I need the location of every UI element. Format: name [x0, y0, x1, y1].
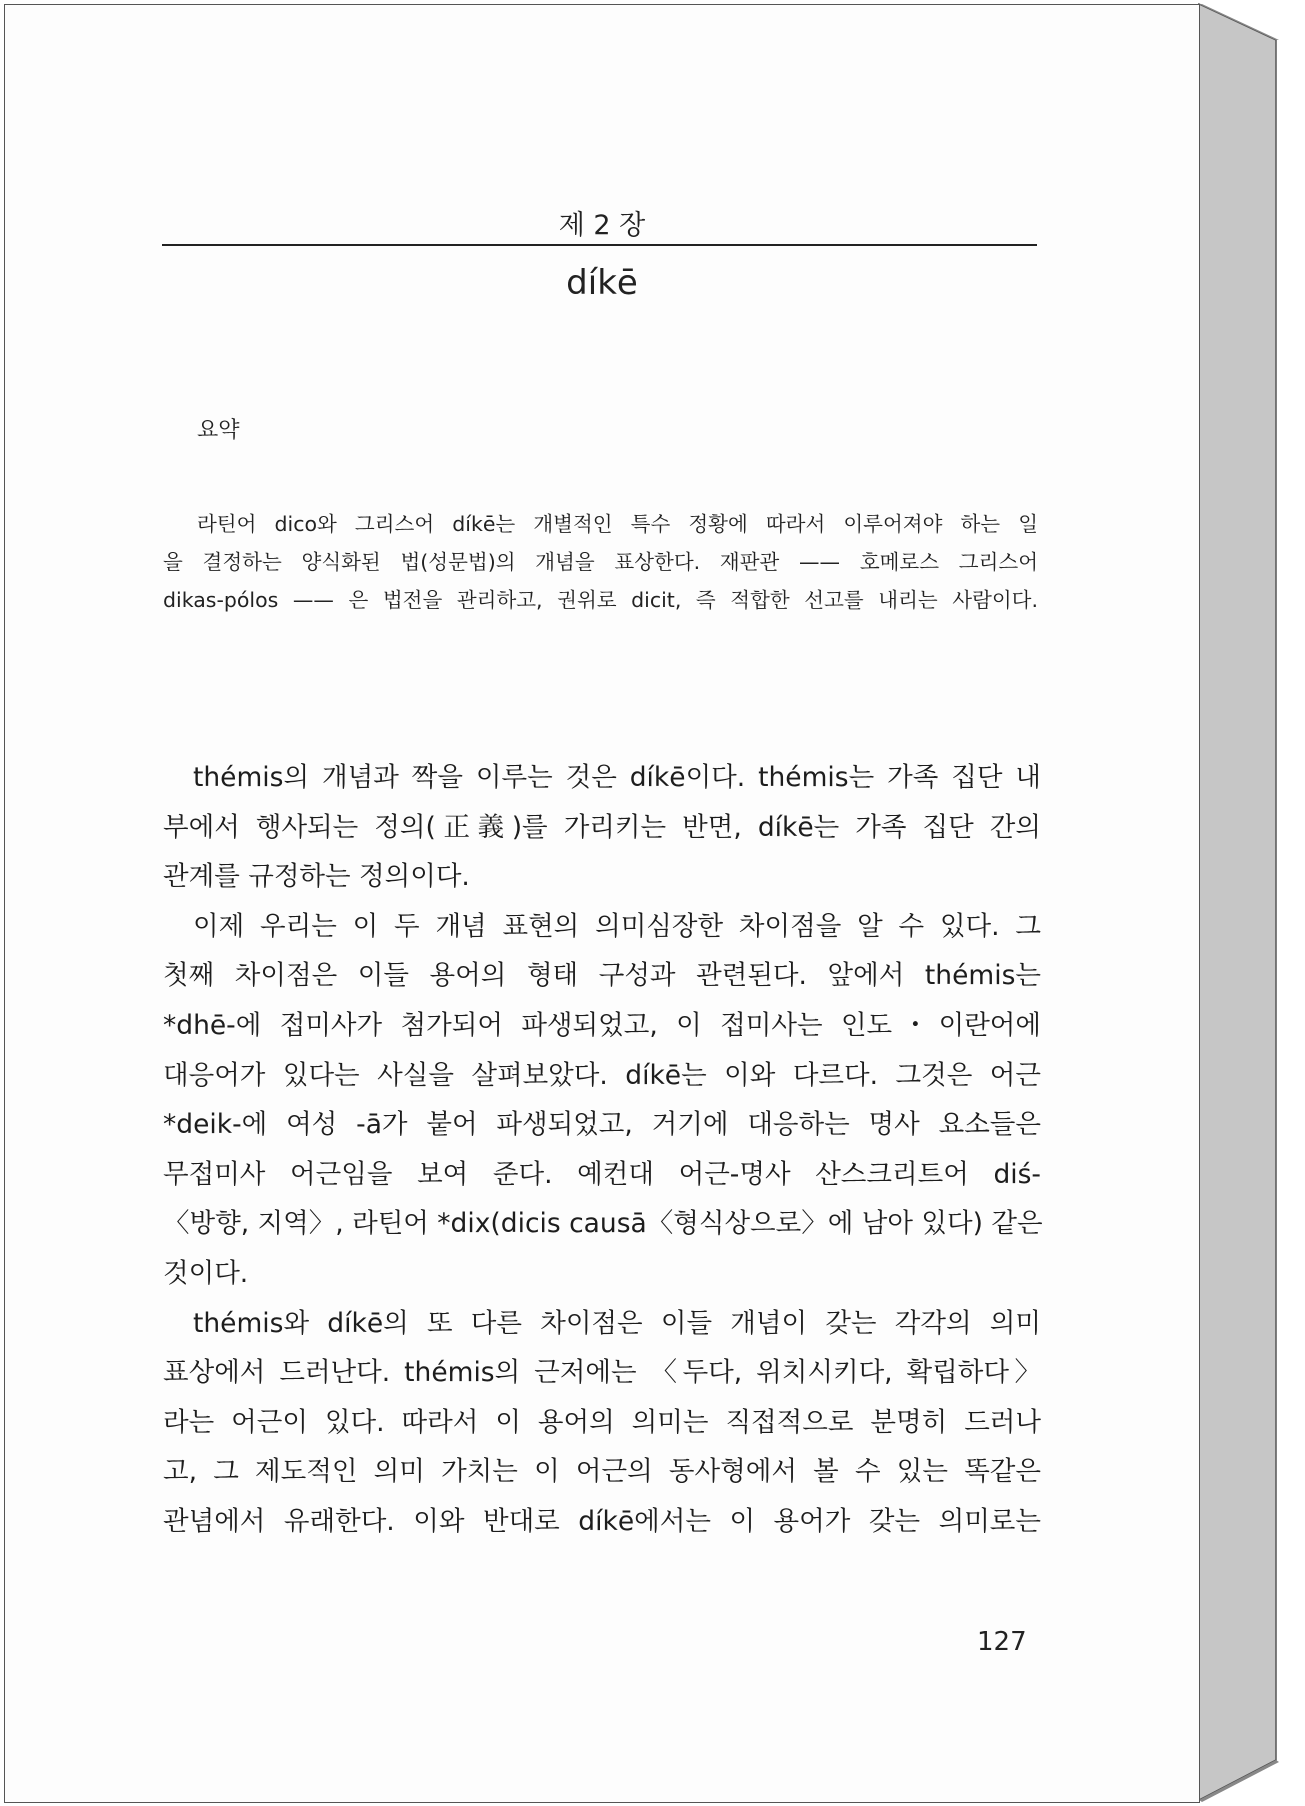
body-line: thémis와 díkē의 또 다른 차이점은 이들 개념이 갖는 각각의 의미	[193, 1307, 1041, 1339]
body-line: 〈방향, 지역〉, 라틴어 *dix(dicis causā〈형식상으로〉에 남아 있다) 같은	[163, 1208, 1043, 1240]
summary-line: dikas-pólos —— 은 법전을 관리하고, 권위로 dicit, 즉 적합한 선고를 내리는 사람이다.	[163, 588, 1038, 612]
summary-line: 라틴어 dico와 그리스어 díkē는 개별적인 특수 정황에 따라서 이루어져야 하는 일	[197, 512, 1038, 536]
body-line: thémis의 개념과 짝을 이루는 것은 díkē이다. thémis는 가족 집단 내	[193, 762, 1041, 793]
summary-paragraph	[163, 505, 1038, 619]
body-line: 표상에서 드러난다. thémis의 근저에는 〈두다, 위치시키다, 확립하다〉	[163, 1357, 1041, 1389]
page	[4, 4, 1200, 1803]
body-line: 첫째 차이점은 이들 용어의 형태 구성과 관련된다. 앞에서 thémis는	[163, 960, 1041, 992]
body-line: 이제 우리는 이 두 개념 표현의 의미심장한 차이점을 알 수 있다. 그	[193, 910, 1041, 942]
body-line: 관념에서 유래한다. 이와 반대로 díkē에서는 이 용어가 갖는 의미로는	[163, 1505, 1041, 1537]
chapter-title: díkē	[566, 263, 638, 303]
body-line: 라는 어근이 있다. 따라서 이 용어의 의미는 직접적으로 분명히 드러나	[163, 1406, 1041, 1438]
summary-heading: 요약	[197, 418, 240, 443]
body-line: 고, 그 제도적인 의미 가치는 이 어근의 동사형에서 볼 수 있는 똑같은	[163, 1456, 1041, 1488]
chapter-rule	[162, 244, 1037, 246]
chapter-label: 제 2 장	[558, 210, 646, 241]
body-line: 관계를 규정하는 정의이다.	[163, 861, 470, 893]
body-text	[163, 753, 1041, 1547]
body-line: *deik-에 여성 -ā가 붙어 파생되었고, 거기에 대응하는 명사 요소들은	[163, 1109, 1041, 1141]
summary-line: 을 결정하는 양식화된 법(성문법)의 개념을 표상한다. 재판관 —— 호메로스 그리스어	[163, 550, 1038, 574]
body-line: 무접미사 어근임을 보여 준다. 예컨대 어근-명사 산스크리트어 diś-	[163, 1158, 1041, 1190]
body-line: 대응어가 있다는 사실을 살펴보았다. díkē는 이와 다르다. 그것은 어근	[163, 1059, 1041, 1091]
body-line: 것이다.	[163, 1257, 249, 1289]
body-line: *dhē-에 접미사가 첨가되어 파생되었고, 이 접미사는 인도・이란어에	[163, 1009, 1041, 1041]
page-number: 127	[977, 1627, 1027, 1657]
body-line: 부에서 행사되는 정의(正義)를 가리키는 반면, díkē는 가족 집단 간의	[163, 811, 1041, 843]
